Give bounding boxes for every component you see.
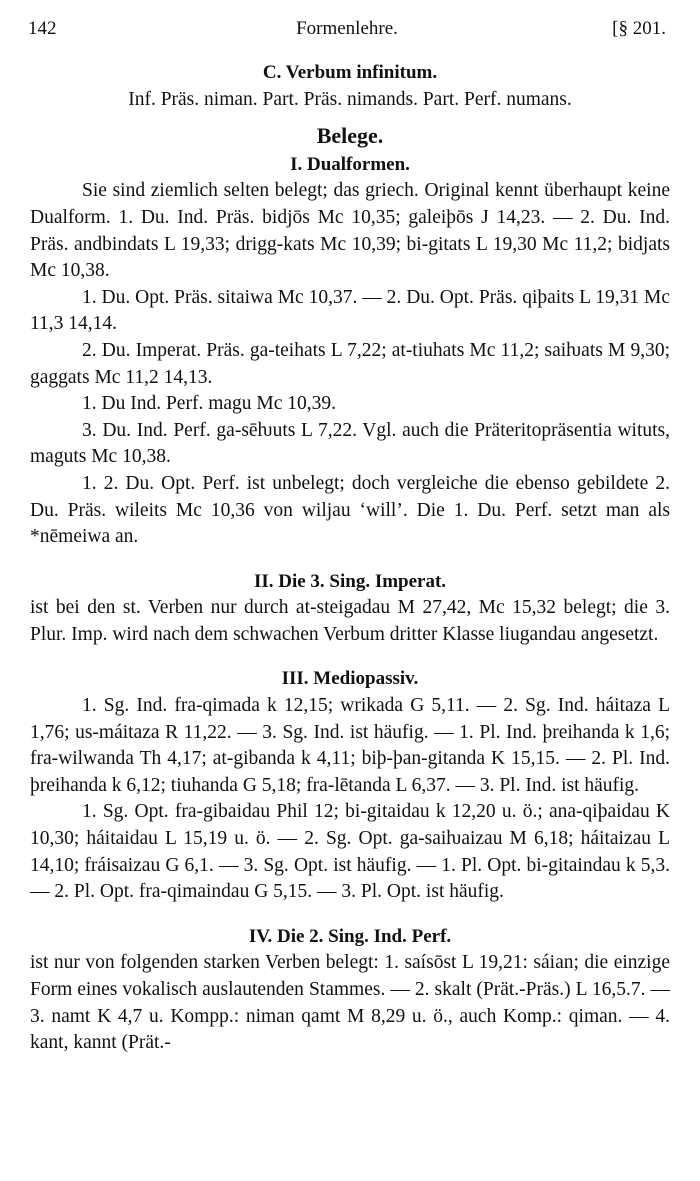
verbum-forms: Inf. Präs. niman. Part. Präs. nimands. Part. Perf. numans. [128,88,572,110]
medio-paragraph-1: 1. Sg. Ind. fra-qimada k 12,15; wrikada G 5,11. — 2. Sg. Ind. háitaza L 1,76; us-máitaza R 11,22. — 3. Sg. Ind. ist häufig. — 1. Pl. Ind. þreihanda k 1,6; fra-wilwanda Th 4,17; at-gibanda k 4,11; biþ-þan-gitanda K 15,15. — 2. Pl. Ind. þreihanda k 6,12; tiuhanda G 5,18; fra-lētanda L 6,37. — 3. Pl. Ind. ist häufig. [30,695,670,796]
dual-heading: I. Dualformen. [290,153,410,175]
perf-heading: IV. Die 2. Sing. Ind. Perf. [248,925,452,947]
dual-paragraph-4: 1. Du Ind. Perf. magu Mc 10,39. [82,393,337,415]
dual-paragraph-1: Sie sind ziemlich selten belegt; das griech. Original kennt überhaupt keine Dualform. 1. Du. Ind. Präs. bidjōs Mc 10,35; galeiþōs J 14,23. — 2. Du. Ind. Präs. andbindats L 19,33; drigg-kats Mc 10,39; bi-gitats L 19,30 Mc 11,2; bidjats Mc 10,38. [30,180,670,282]
dual-paragraph-2: 1. Du. Opt. Präs. sitaiwa Mc 10,37. — 2. Du. Opt. Präs. qiþaits L 19,31 Mc 11,3 14,14. [30,286,670,335]
perf-paragraph: ist nur von folgenden starken Verben belegt: 1. saísōst L 19,21: sáian; die einzige Form eines vokalisch auslautenden Stammes. — 2. skalt (Prät.-Präs.) L 16,5.7. — 3. namt K 4,7 u. Kompp.: niman qamt M 8,29 u. ö., auch Komp.: qiman. — 4. kant, kannt (Prät.- [30,952,670,1054]
medio-heading: III. Mediopassiv. [281,668,419,690]
running-header [28,18,666,48]
page-body [30,60,670,1057]
section-marker: [§ 201. [612,18,666,39]
imperat-paragraph: ist bei den st. Verben nur durch at-steigadau M 27,42, Mc 15,32 belegt; die 3. Plur. Imp. wird nach dem schwachen Verbum dritter Klasse liugandau angesetzt. [30,597,670,645]
dual-paragraph-6: 1. 2. Du. Opt. Perf. ist unbelegt; doch vergleiche die ebenso gebildete 2. Du. Präs. wileits Mc 10,36 von wiljau ‘will’. Die 1. Du. Perf. setzt man als *nēmeiwa an. [30,472,670,548]
verbum-heading: C. Verbum infinitum. [262,62,438,83]
medio-paragraph-2: 1. Sg. Opt. fra-gibaidau Phil 12; bi-gitaidau k 12,20 u. ö.; ana-qiþaidau K 10,30; háitaidau L 15,19 u. ö. — 2. Sg. Opt. ga-saiƕaizau M 6,18; háitaizau L 14,10; fráisaizau G 6,1. — 3. Sg. Opt. ist häufig. — 1. Pl. Opt. bi-gitaindau k 5,3. — 2. Pl. Opt. fra-qimaindau G 5,15. — 3. Pl. Opt. ist häufig. [30,801,670,903]
imperat-heading: II. Die 3. Sing. Imperat. [253,570,447,592]
running-title: Formenlehre. [296,18,398,39]
belege-heading: Belege. [316,123,384,149]
dual-paragraph-5: 3. Du. Ind. Perf. ga-sēƕuts L 7,22. Vgl. auch die Präteritopräsentia wituts, maguts Mc 10,38. [30,419,670,468]
dual-paragraph-3: 2. Du. Imperat. Präs. ga-teihats L 7,22; at-tiuhats Mc 11,2; saiƕats M 9,30; gaggats Mc 11,2 14,13. [30,339,670,388]
page-number: 142 [28,18,57,39]
